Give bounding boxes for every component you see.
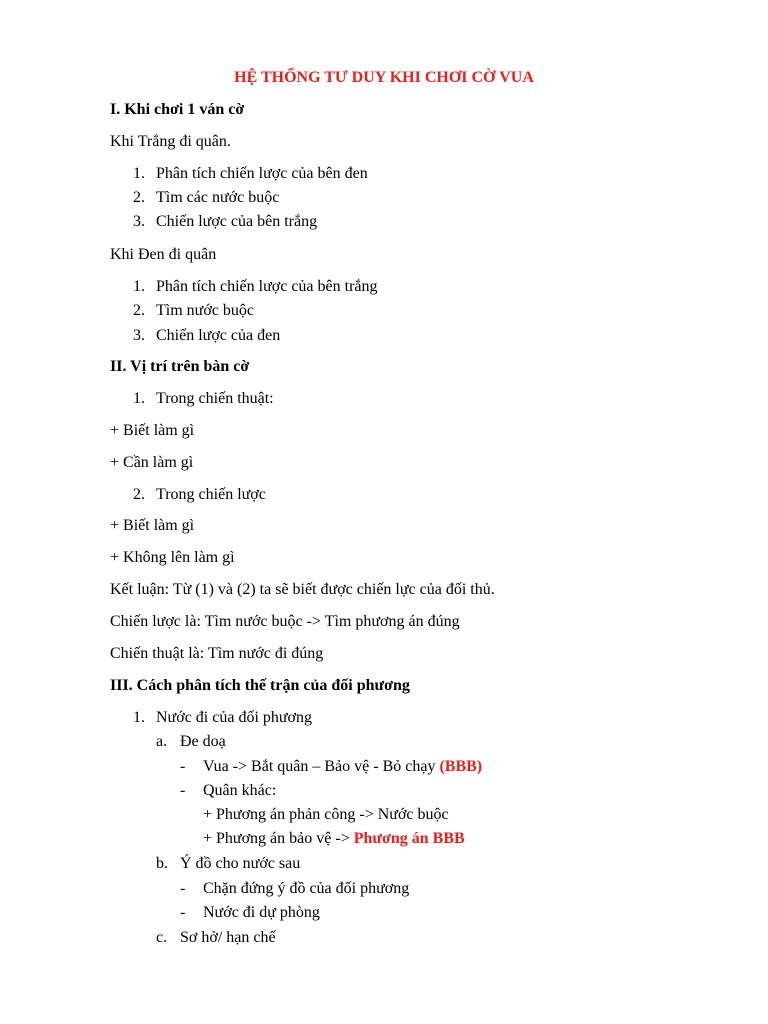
list-item-number: 1. — [133, 278, 145, 295]
list-item-number: 3. — [133, 213, 145, 230]
list-item: Đe doạ — [180, 733, 226, 750]
list-item: Phân tích chiến lược của bên trắng — [156, 278, 378, 295]
white-intro: Khi Trắng đi quân. — [110, 133, 231, 150]
list-item-number: 3. — [133, 327, 145, 344]
dash-item-text: Vua -> Bắt quân – Bảo vệ - Bỏ chạy — [203, 758, 440, 775]
dash-marker: - — [180, 880, 186, 897]
list-item: Chiến lược của bên trắng — [156, 213, 318, 230]
bullet-point: + Cần làm gì — [110, 454, 194, 471]
dash-item: Quân khác: — [203, 782, 277, 799]
list-item: Ý đồ cho nước sau — [180, 855, 301, 872]
list-item-number: 1. — [133, 165, 145, 182]
sub-point-text: + Phương án bảo vệ -> — [203, 830, 354, 847]
dash-marker: - — [180, 904, 186, 921]
list-item: Chiến lược của đen — [156, 327, 281, 344]
section-heading-2: II. Vị trí trên bàn cờ — [110, 358, 250, 375]
list-item-number: 2. — [133, 189, 145, 206]
list-item-number: 1. — [133, 709, 145, 726]
section-heading-3: III. Cách phân tích thế trận của đối phương — [110, 677, 410, 694]
dash-item — [203, 757, 482, 777]
dash-marker: - — [180, 782, 186, 799]
section-heading-1: I. Khi chơi 1 ván cờ — [110, 101, 245, 118]
conclusion-text: Kết luận: Từ (1) và (2) ta sẽ biết được chiến lực của đối thủ. — [110, 581, 495, 598]
list-item: Phân tích chiến lược của bên đen — [156, 165, 368, 182]
list-letter: b. — [156, 855, 168, 872]
list-item: Trong chiến lược — [156, 486, 266, 503]
dash-marker: - — [180, 758, 186, 775]
highlight-bbb: (BBB) — [439, 758, 483, 775]
sub-point: + Phương án phản công -> Nước buộc — [203, 806, 449, 823]
list-item: Tìm các nước buộc — [156, 189, 280, 206]
page-title: HỆ THỐNG TƯ DUY KHI CHƠI CỜ VUA — [234, 69, 534, 86]
list-item-number: 2. — [133, 302, 145, 319]
list-item: Sơ hở/ hạn chế — [180, 929, 276, 946]
list-letter: c. — [156, 929, 168, 946]
list-item-number: 2. — [133, 486, 145, 503]
list-item-number: 1. — [133, 390, 145, 407]
bullet-point: + Biết làm gì — [110, 517, 195, 534]
bullet-point: + Không lên làm gì — [110, 549, 235, 566]
strategy-text: Chiến lược là: Tìm nước buộc -> Tìm phương án đúng — [110, 613, 460, 630]
list-item: Tìm nước buộc — [156, 302, 254, 319]
list-letter: a. — [156, 733, 168, 750]
list-item: Trong chiến thuật: — [156, 390, 274, 407]
black-intro: Khi Đen đi quân — [110, 246, 217, 263]
dash-item: Nước đi dự phòng — [203, 904, 320, 921]
bullet-point: + Biết làm gì — [110, 422, 195, 439]
highlight-bbb-option: Phương án BBB — [353, 830, 465, 847]
sub-point — [203, 829, 465, 849]
list-item: Nước đi của đối phương — [156, 709, 313, 726]
dash-item: Chặn đứng ý đồ của đối phương — [203, 880, 410, 897]
tactic-text: Chiến thuật là: Tìm nước đi đúng — [110, 645, 324, 662]
